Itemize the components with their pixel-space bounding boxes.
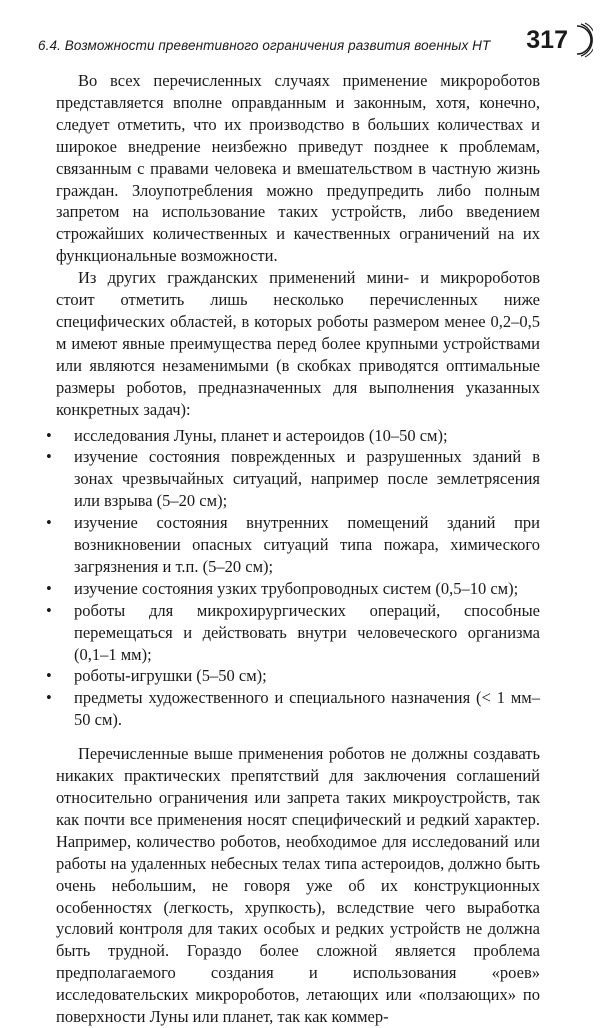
- list-item: • предметы художественного и специального назначения (< 1 мм–50 см).: [56, 687, 540, 731]
- paragraph-2: Из других гражданских применений мини- и микророботов стоит отметить лишь несколько перечисленных ниже специфических областей, в которых роботы размером менее 0,2–0,5 м имеют явные преимущества перед более крупными устройствами или являются незаменимыми (в скобках приводятся оптимальные размеры роботов, предназначенных для выполнения указанных конкретных задач):: [56, 268, 540, 419]
- list-item: • изучение состояния поврежденных и разрушенных зданий в зонах чрезвычайных ситуаций, например после землетрясения или взрыва (5–20 см);: [56, 446, 540, 512]
- applications-list: [56, 425, 540, 732]
- list-item: • изучение состояния внутренних помещений зданий при возникновении опасных ситуаций типа пожара, химического загрязнения и т.п. (5–20 см);: [56, 512, 540, 578]
- list-item: • роботы-игрушки (5–50 см);: [56, 665, 540, 687]
- page-number-text: 317: [526, 26, 568, 54]
- list-item: • исследования Луны, планет и астероидов (10–50 см);: [56, 425, 540, 447]
- paragraph-3: Перечисленные выше применения роботов не должны создавать никаких практических препятствий для заключения соглашений относительно ограничения или запрета таких микроустройств, так как почти все применения носят специфический и редкий характер. Например, количество роботов, необходимое для исследований или работы на удаленных небесных телах типа астероидов, должно быть очень небольшим, не говоря уже об их конструкционных особенностях (легкость, хрупкость), вследствие чего выработка условий контроля для таких особых и редких устройств не должна быть трудной. Гораздо более сложной является проблема предполагаемого создания и использования «роев» исследовательских микророботов, летающих или «ползающих» по поверхности Луны или планет, так как коммер-: [56, 744, 540, 1027]
- page-arcs-icon: [575, 22, 593, 58]
- page-header: [38, 22, 568, 62]
- running-title: 6.4. Возможности превентивного ограничения развития военных НТ: [38, 38, 491, 53]
- list-item: • роботы для микрохирургических операций, способные перемещаться и действовать внутри человеческого организма (0,1–1 мм);: [56, 600, 540, 666]
- paragraph-1: Во всех перечисленных случаях применение микророботов представляется вполне оправданным и законным, хотя, конечно, следует отметить, что их производство в больших количествах и широкое внедрение неизбежно приведут позднее к проблемам, связанным с правами человека и вмешательством в частную жизнь граждан. Злоупотребления можно предупредить либо полным запретом на использование таких устройств, либо введением строжайших количественных и качественных ограничений на их функциональные возможности.: [56, 71, 540, 266]
- list-item: • изучение состояния узких трубопроводных систем (0,5–10 см);: [56, 578, 540, 600]
- page-body: [56, 70, 540, 1028]
- page-number: [526, 26, 568, 55]
